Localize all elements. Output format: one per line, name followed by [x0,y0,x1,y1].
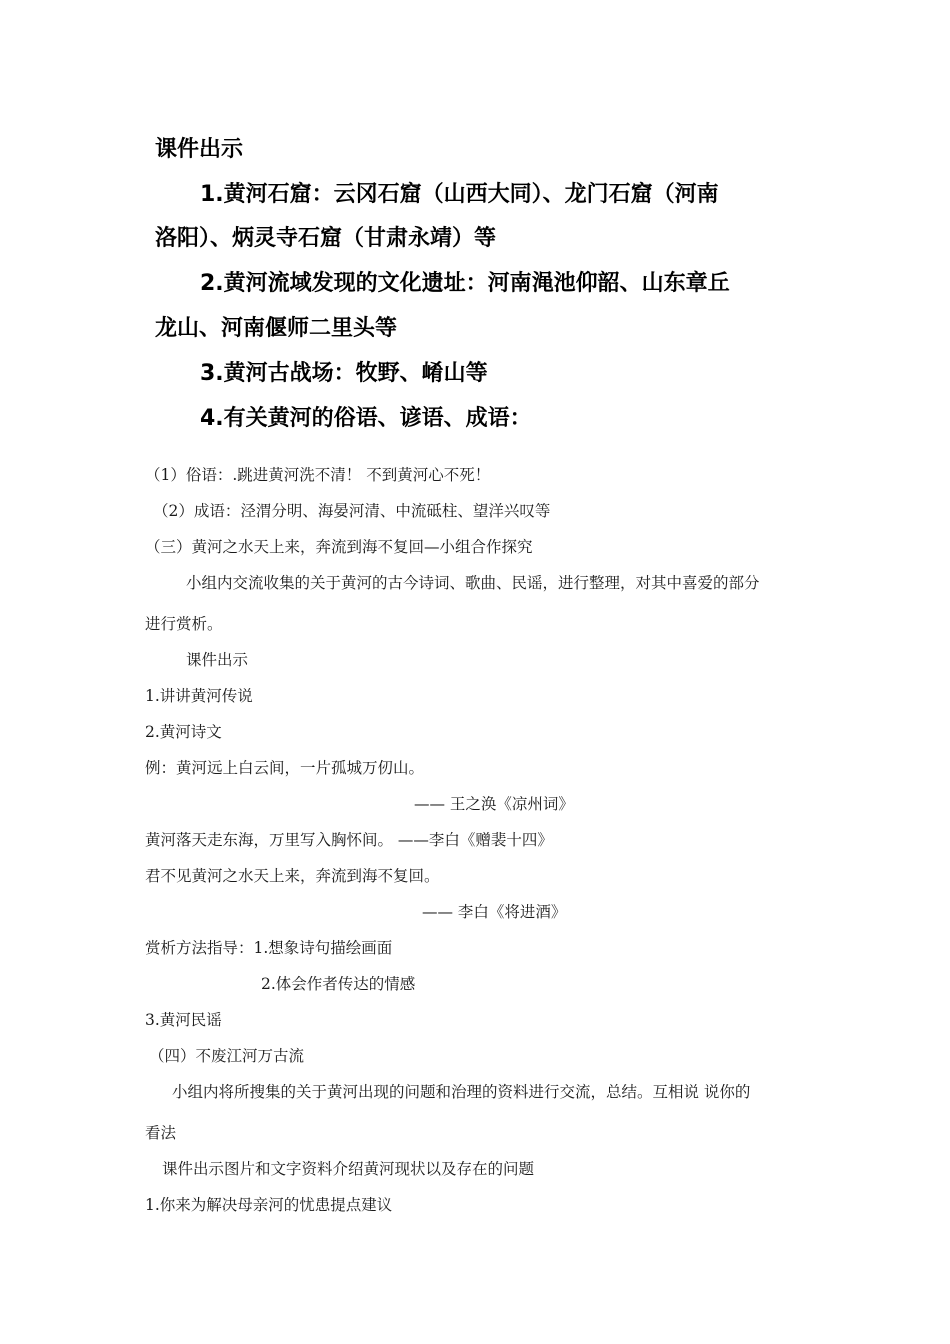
section3-para-line2: 进行赏析。 [145,615,223,633]
item1-line2: 洛阳）、炳灵寺石窟（甘肃永靖）等 [155,226,497,251]
list-item-1: 1.讲讲黄河传说 [145,687,253,705]
kejian-title: 课件出示 [155,137,244,162]
item1-line1: 1.黄河石窟：云冈石窟（山西大同）、龙门石窟（河南 [200,182,719,207]
list-item-3: 3.黄河民谣 [145,1011,222,1029]
item2-line2: 龙山、河南偃师二里头等 [155,316,398,341]
kejian3: 课件出示图片和文字资料介绍黄河现状以及存在的问题 [162,1160,535,1178]
section4-para-line1: 小组内将所搜集的关于黄河出现的问题和治理的资料进行交流，总结。互相说 说你的 [172,1083,751,1101]
section3-para-line1: 小组内交流收集的关于黄河的古今诗词、歌曲、民谣，进行整理，对其中喜爱的部分 [186,574,760,592]
poem-example-2: 黄河落天走东海，万里写入胸怀间。 ——李白《赠裴十四》 [145,831,553,849]
list-item-2: 2.黄河诗文 [145,723,222,741]
item2-line1: 2.黄河流域发现的文化遗址：河南渑池仰韶、山东章丘 [200,271,730,296]
poem-attribution-1: —— 王之涣《凉州词》 [414,795,574,813]
method-line-1: 赏析方法指导：1.想象诗句描绘画面 [145,939,393,957]
kejian2: 课件出示 [186,651,249,669]
poem-example-1: 例：黄河远上白云间，一片孤城万仞山。 [145,759,425,777]
last-item: 1.你来为解决母亲河的忧患提点建议 [145,1196,393,1214]
item4: 4.有关黄河的俗语、谚语、成语： [200,406,532,431]
suyu-line: （1）俗语：.跳进黄河洗不清！ 不到黄河心不死！ [145,466,491,484]
section3-title: （三）黄河之水天上来，奔流到海不复回—小组合作探究 [145,538,533,556]
section4-para-line2: 看法 [145,1124,177,1142]
method-line-2: 2.体会作者传达的情感 [261,975,416,993]
item3: 3.黄河古战场：牧野、崤山等 [200,361,488,386]
chengyu-line: （2）成语：泾渭分明、海晏河清、中流砥柱、望洋兴叹等 [153,502,551,520]
section4-title: （四）不废江河万古流 [149,1047,305,1065]
poem-attribution-3: —— 李白《将进酒》 [422,903,567,921]
poem-example-3: 君不见黄河之水天上来，奔流到海不复回。 [145,867,440,885]
